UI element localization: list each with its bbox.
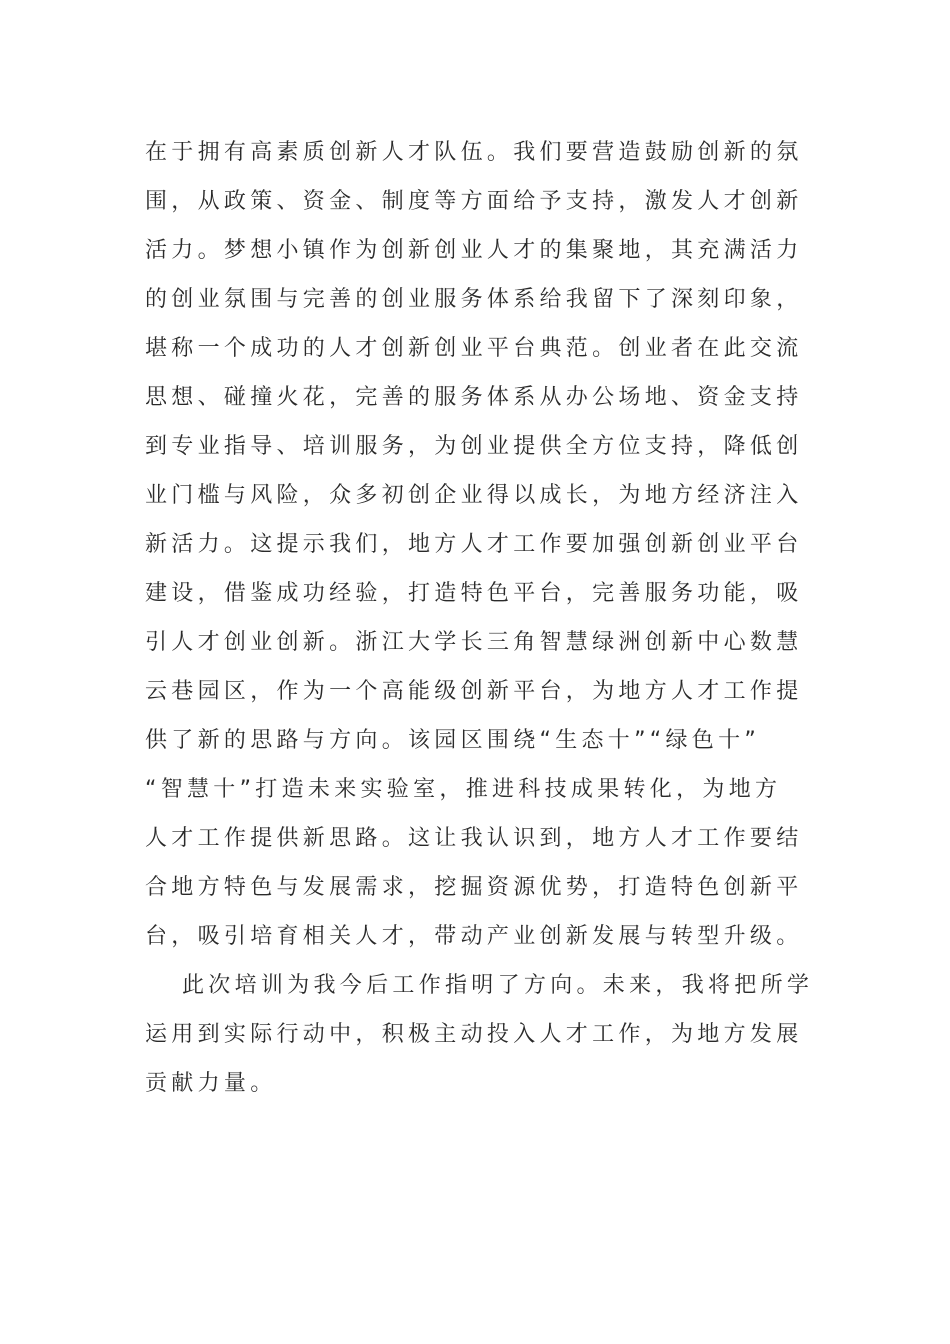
text-line: 到专业指导、培训服务，为创业提供全方位支持，降低创 [145, 434, 803, 459]
text-line: 业门槛与风险，众多初创企业得以成长，为地方经济注入 [145, 483, 803, 508]
text-line: 围，从政策、资金、制度等方面给予支持，激发人才创新 [145, 189, 803, 214]
paragraph-conclusion [145, 961, 825, 1108]
text-line: 合地方特色与发展需求，挖掘资源优势，打造特色创新平 [145, 875, 803, 900]
text-line: 供了新的思路与方向。该园区围绕“生态十”“绿色十” [145, 728, 761, 753]
text-line: 的创业氛围与完善的创业服务体系给我留下了深刻印象， [145, 287, 803, 312]
text-line: 引人才创业创新。浙江大学长三角智慧绿洲创新中心数慧 [145, 630, 803, 655]
text-line: 运用到实际行动中，积极主动投入人才工作，为地方发展 [145, 1022, 803, 1047]
text-line: 贡献力量。 [145, 1071, 277, 1096]
document-page [145, 128, 825, 1108]
text-line: 活力。梦想小镇作为创新创业人才的集聚地，其充满活力 [145, 238, 803, 263]
text-line: 此次培训为我今后工作指明了方向。未来，我将把所学 [182, 973, 814, 998]
text-line: “智慧十”打造未来实验室，推进科技成果转化，为地方 [145, 777, 782, 802]
paragraph-talent-platforms [145, 128, 825, 961]
text-line: 思想、碰撞火花，完善的服务体系从办公场地、资金支持 [145, 385, 803, 410]
text-line: 云巷园区，作为一个高能级创新平台，为地方人才工作提 [145, 679, 803, 704]
text-line: 在于拥有高素质创新人才队伍。我们要营造鼓励创新的氛 [145, 140, 803, 165]
text-line: 新活力。这提示我们，地方人才工作要加强创新创业平台 [145, 532, 803, 557]
text-line: 堪称一个成功的人才创新创业平台典范。创业者在此交流 [145, 336, 803, 361]
text-line: 建设，借鉴成功经验，打造特色平台，完善服务功能，吸 [145, 581, 803, 606]
text-line: 台，吸引培育相关人才，带动产业创新发展与转型升级。 [145, 924, 803, 949]
text-line: 人才工作提供新思路。这让我认识到，地方人才工作要结 [145, 826, 803, 851]
